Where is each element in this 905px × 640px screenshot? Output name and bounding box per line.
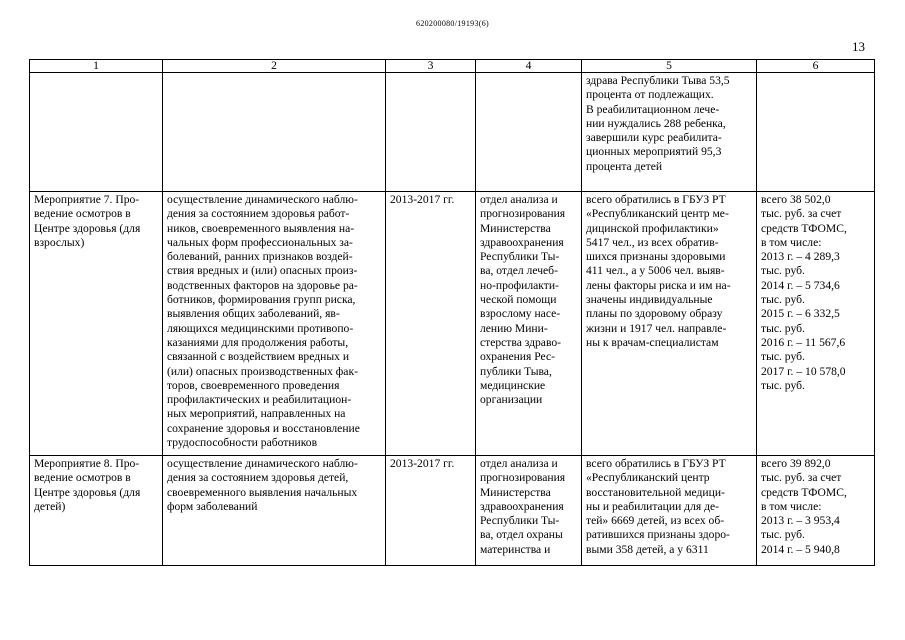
period-cell: 2013-2017 гг. [386, 192, 476, 456]
column-header: 2 [163, 60, 386, 73]
activity-name-cell [30, 73, 163, 192]
responsible-cell: отдел анализа и прогнозирования Министерства здравоохранения Республики Ты- ва, отдел охраны материнства и [476, 456, 582, 566]
funding-cell: всего 39 892,0 тыс. руб. за счет средств ТФОМС, в том числе: 2013 г. – 3 953,4 тыс. руб. 2014 г. – 5 940,8 [757, 456, 875, 566]
activity-description-cell [163, 73, 386, 192]
column-header: 4 [476, 60, 582, 73]
funding-cell: всего 38 502,0 тыс. руб. за счет средств ТФОМС, в том числе: 2013 г. – 4 289,3 тыс. руб. 2014 г. – 5 734,6 тыс. руб. 2015 г. – 6 332,5 тыс. руб. 2016 г. – 11 567,6 тыс. руб. 2017 г. – 10 578,0 тыс. руб. [757, 192, 875, 456]
activity-name-cell: Мероприятие 7. Про- ведение осмотров в Центре здоровья (для взрослых) [30, 192, 163, 456]
funding-cell [757, 73, 875, 192]
document-id: 620200080/19193(6) [416, 19, 489, 28]
result-cell: всего обратились в ГБУЗ РТ «Республиканский центр восстановительной медици- ны и реабилитации для де- тей» 6669 детей, из всех об- ратившихся признаны здоро- выми 358 детей, а у 6311 [582, 456, 757, 566]
column-header: 6 [757, 60, 875, 73]
period-cell: 2013-2017 гг. [386, 456, 476, 566]
result-cell: всего обратились в ГБУЗ РТ «Республиканский центр ме- дицинской профилактики» 5417 чел., из всех обратив- шихся признаны здоровыми 411 чел., а у 5006 чел. выяв- лены факторы риска и им на- значены индивидуальные планы по здоровому образу жизни и 1917 чел. направле- ны к врачам-специалистам [582, 192, 757, 456]
program-activities-table [29, 59, 875, 566]
period-cell [386, 73, 476, 192]
column-header: 3 [386, 60, 476, 73]
table-row [30, 456, 875, 566]
page-number: 13 [852, 39, 865, 54]
result-cell: здрава Республики Тыва 53,5 процента от подлежащих. В реабилитационном лече- нии нуждались 288 ребенка, завершили курс реабилита- ционных мероприятий 95,3 процента детей [582, 73, 757, 192]
table-header-row [30, 60, 875, 73]
column-header: 1 [30, 60, 163, 73]
table-row [30, 73, 875, 192]
table-row [30, 192, 875, 456]
activity-description-cell: осуществление динамического наблю- дения за состоянием здоровья детей, своевременного выявления начальных форм заболеваний [163, 456, 386, 566]
column-header: 5 [582, 60, 757, 73]
responsible-cell [476, 73, 582, 192]
activity-description-cell: осуществление динамического наблю- дения за состоянием здоровья работ- ников, своевременного выявления на- чальных форм профессиональных за- болеваний, ранних признаков воздей- ствия вредных и (или) опасных произ- водственных факторов на здоровье ра- ботников, формирования групп риска, выявления общих заболеваний, яв- ляющихся медицинскими противопо- казаниями для продолжения работы, связанной с воздействием вредных и (или) опасных производственных фак- торов, своевременного проведения профилактических и реабилитацион- ных мероприятий, направленных на сохранение здоровья и восстановление трудоспособности работников [163, 192, 386, 456]
responsible-cell: отдел анализа и прогнозирования Министерства здравоохранения Республики Ты- ва, отдел лечеб- но-профилакти- ческой помощи взрослому насе- лению Мини- стерства здраво- охранения Рес- публики Тыва, медицинские организации [476, 192, 582, 456]
activity-name-cell: Мероприятие 8. Про- ведение осмотров в Центре здоровья (для детей) [30, 456, 163, 566]
